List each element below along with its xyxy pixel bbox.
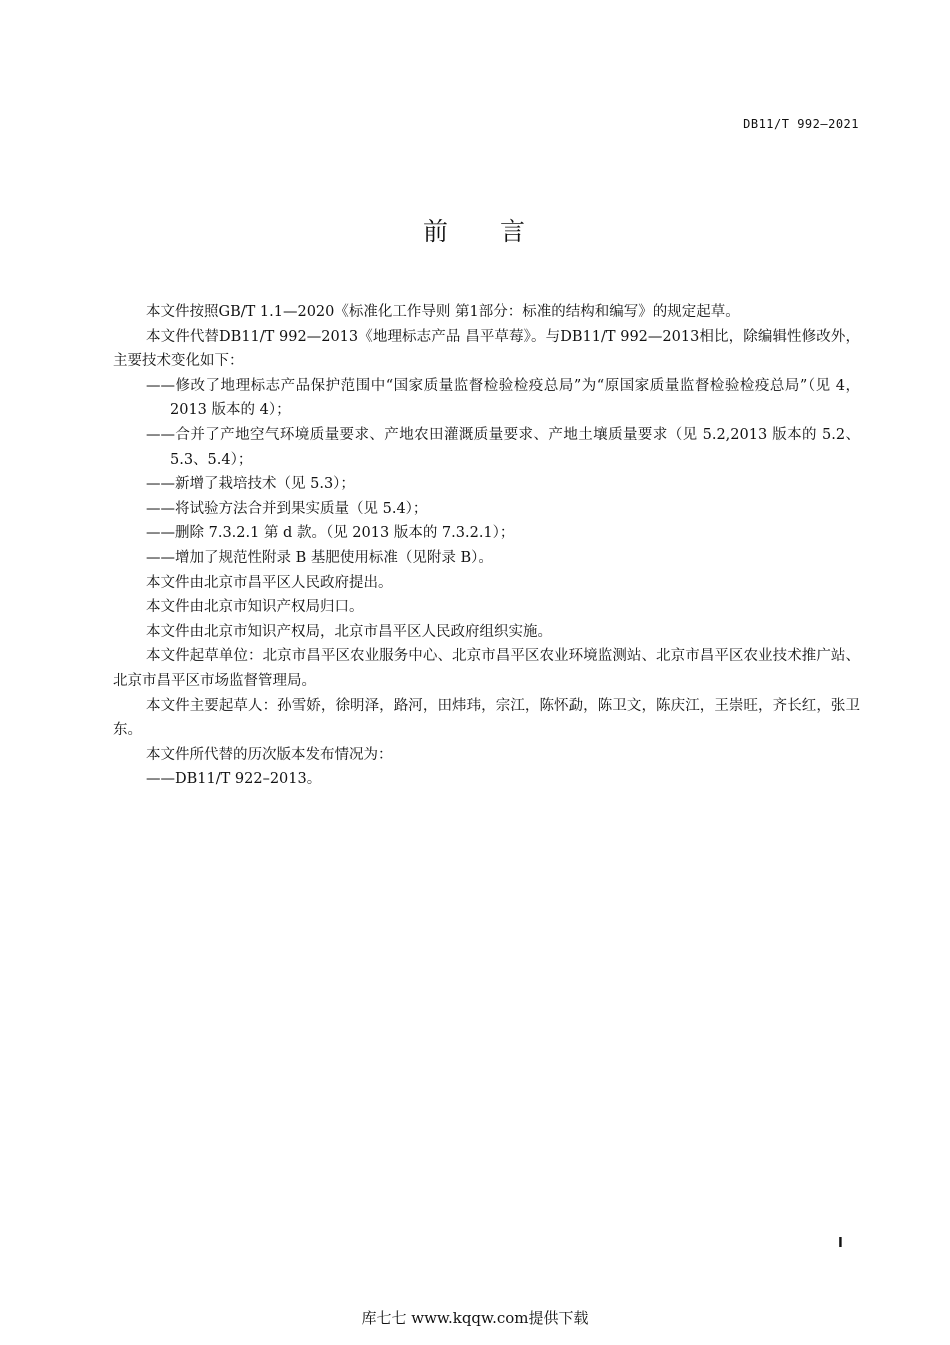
paragraph-drafters: 本文件主要起草人：孙雪娇，徐明泽，路河，田炜玮，宗江，陈怀勐，陈卫文，陈庆江，王崇旺，齐长红，张卫东。 bbox=[113, 697, 860, 739]
foreword-body bbox=[113, 300, 860, 792]
page-number: I bbox=[838, 1236, 843, 1251]
paragraph-drafting-units: 本文件起草单位：北京市昌平区农业服务中心、北京市昌平区农业环境监测站、北京市昌平区农业技术推广站、北京市昌平区市场监督管理局。 bbox=[113, 648, 860, 689]
paragraph-history-intro: 本文件所代替的历次版本发布情况为： bbox=[146, 746, 393, 763]
change-item: ——合并了产地空气环境质量要求、产地农田灌溉质量要求、产地土壤质量要求（见 5.2,2013 版本的 5.2、5.3、5.4）； bbox=[146, 426, 860, 468]
paragraph-proposer: 本文件由北京市昌平区人民政府提出。 bbox=[146, 574, 393, 591]
change-item: ——删除 7.3.2.1 第 d 款。（见 2013 版本的 7.3.2.1）； bbox=[146, 525, 515, 542]
paragraph-administrator: 本文件由北京市知识产权局归口。 bbox=[146, 599, 364, 616]
change-item: ——增加了规范性附录 B 基肥使用标准（见附录 B）。 bbox=[146, 549, 493, 566]
change-item: ——将试验方法合并到果实质量（见 5.4）； bbox=[146, 500, 428, 517]
footer-download-note: 库七七 www.kqqw.com提供下载 bbox=[361, 1309, 589, 1327]
change-item: ——新增了栽培技术（见 5.3）； bbox=[146, 476, 355, 493]
document-code: DB11/T 992—2021 bbox=[743, 117, 859, 131]
paragraph-drafting-rule: 本文件按照GB/T 1.1—2020《标准化工作导则 第1部分：标准的结构和编写》的规定起草。 bbox=[146, 304, 740, 320]
change-item: ——修改了地理标志产品保护范围中“国家质量监督检验检疫总局”为“原国家质量监督检验检疫总局”（见 4，2013 版本的 4）； bbox=[146, 377, 860, 419]
paragraph-implementer: 本文件由北京市知识产权局，北京市昌平区人民政府组织实施。 bbox=[146, 623, 552, 640]
paragraph-replacement: 本文件代替DB11/T 992—2013《地理标志产品 昌平草莓》。与DB11/T 992—2013相比，除编辑性修改外，主要技术变化如下： bbox=[113, 328, 860, 370]
history-item: ——DB11/T 922–2013。 bbox=[146, 771, 322, 788]
page-title: 前 言 bbox=[423, 217, 527, 246]
